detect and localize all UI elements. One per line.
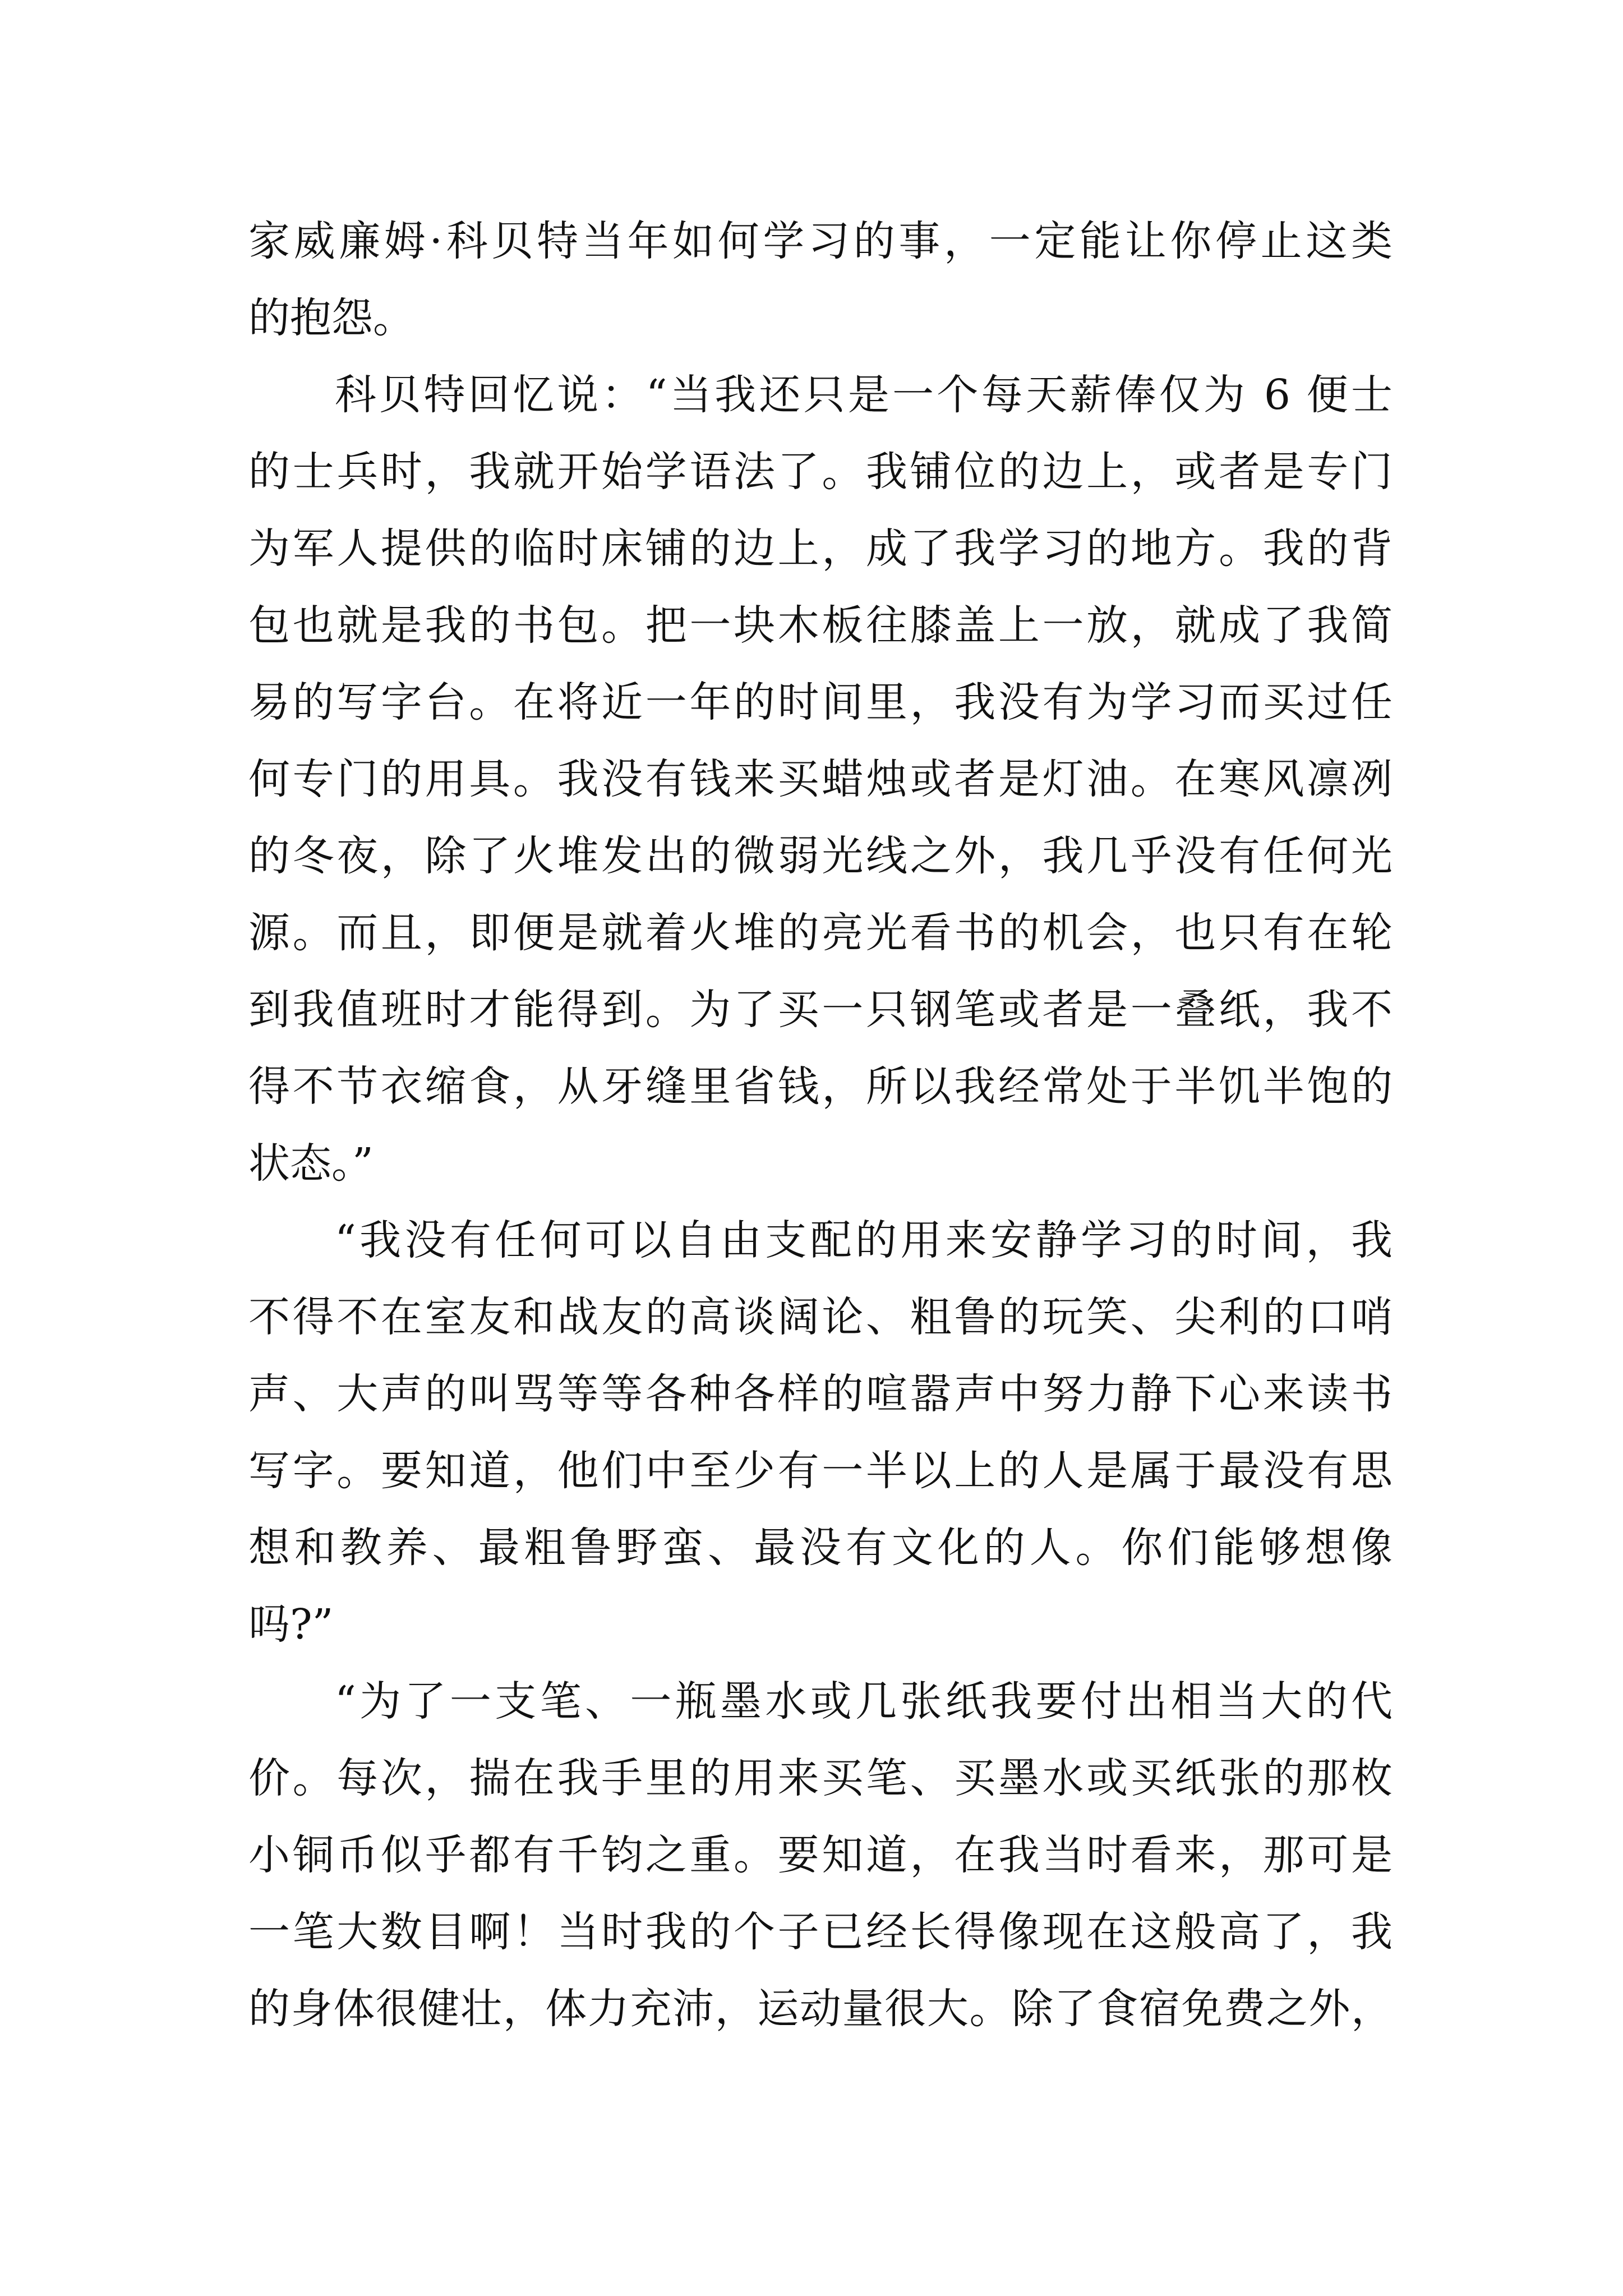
text-line: 源。而且，即便是就着火堆的亮光看书的机会，也只有在轮 <box>248 909 1393 957</box>
text-line: 不得不在室友和战友的高谈阔论、粗鲁的玩笑、尖利的口哨 <box>248 1293 1393 1341</box>
text-line: 价。每次，揣在我手里的用来买笔、买墨水或买纸张的那枚 <box>248 1754 1393 1802</box>
text-line: 想和教养、最粗鲁野蛮、最没有文化的人。你们能够想像 <box>248 1524 1393 1572</box>
text-line: 吗?” <box>248 1600 334 1649</box>
text-line: 科贝特回忆说：“当我还只是一个每天薪俸仅为 6 便士 <box>335 371 1393 419</box>
text-line: 为军人提供的临时床铺的边上，成了我学习的地方。我的背 <box>248 524 1393 573</box>
text-line: “为了一支笔、一瓶墨水或几张纸我要付出相当大的代 <box>335 1677 1393 1726</box>
text-line: 包也就是我的书包。把一块木板往膝盖上一放，就成了我简 <box>248 601 1393 650</box>
text-line: 何专门的用具。我没有钱来买蜡烛或者是灯油。在寒风凛冽 <box>248 755 1393 803</box>
text-line: 一笔大数目啊！当时我的个子已经长得像现在这般高了，我 <box>248 1908 1393 1956</box>
text-line: 到我值班时才能得到。为了买一只钢笔或者是一叠纸，我不 <box>248 986 1393 1034</box>
text-line: “我没有任何可以自由支配的用来安静学习的时间，我 <box>335 1216 1393 1264</box>
text-line: 得不节衣缩食，从牙缝里省钱，所以我经常处于半饥半饱的 <box>248 1062 1393 1111</box>
text-line: 的身体很健壮，体力充沛，运动量很大。除了食宿免费之外， <box>248 1985 1393 2033</box>
text-line: 的抱怨。 <box>248 294 414 342</box>
text-line: 声、大声的叫骂等等各种各样的喧嚣声中努力静下心来读书 <box>248 1370 1393 1418</box>
text-line: 易的写字台。在将近一年的时间里，我没有为学习而买过任 <box>248 678 1393 726</box>
document-body <box>248 203 1393 2047</box>
text-line: 状态。” <box>248 1139 374 1188</box>
text-line: 的士兵时，我就开始学语法了。我铺位的边上，或者是专门 <box>248 448 1393 496</box>
text-line: 家威廉姆·科贝特当年如何学习的事，一定能让你停止这类 <box>248 217 1393 265</box>
text-line: 写字。要知道，他们中至少有一半以上的人是属于最没有思 <box>248 1447 1393 1495</box>
text-line: 的冬夜，除了火堆发出的微弱光线之外，我几乎没有任何光 <box>248 832 1393 880</box>
text-line: 小铜币似乎都有千钧之重。要知道，在我当时看来，那可是 <box>248 1831 1393 1879</box>
